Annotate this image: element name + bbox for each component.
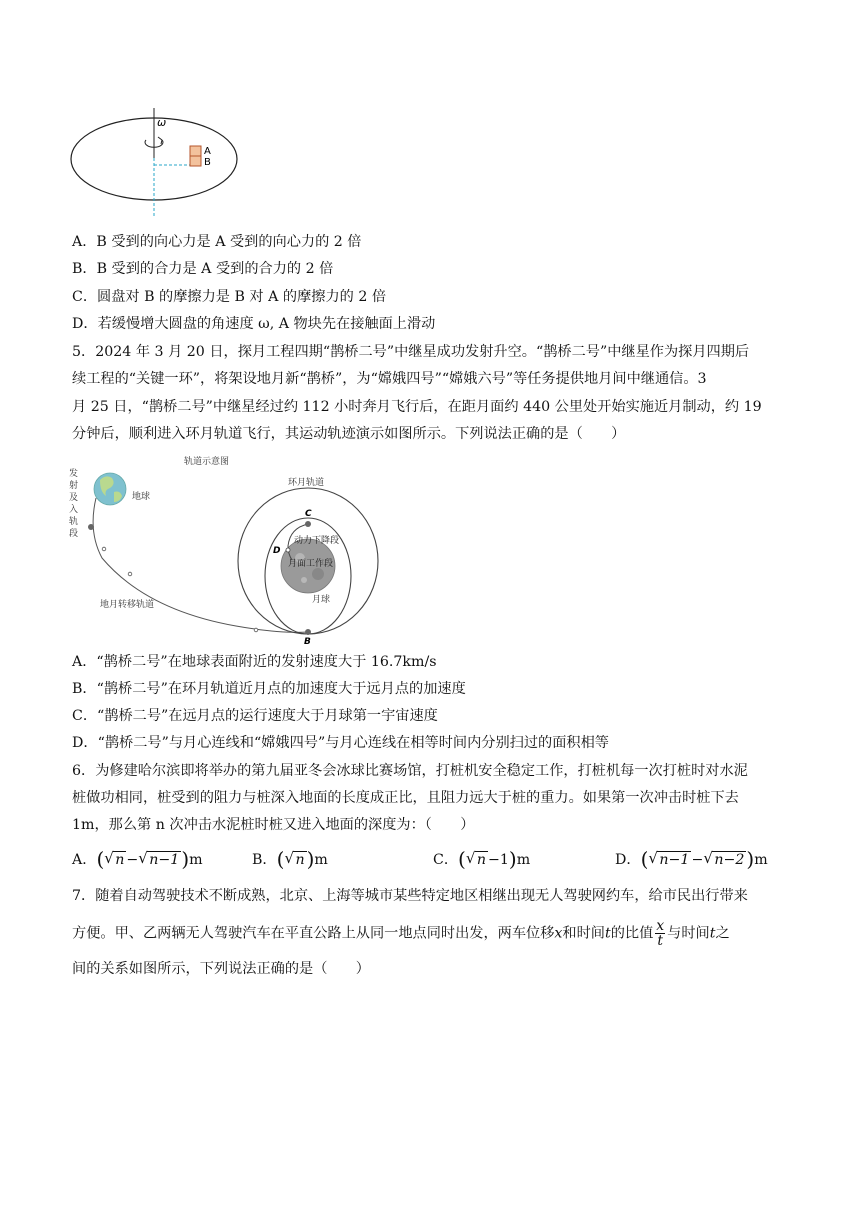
q5-stem-line-2: 续工程的“关键一环”，将架设地月新“鹊桥”，为“嫦娥四号”“嫦娥六号”等任务提供地月间中继通信。3 [72,371,707,387]
point-b-label: B [304,637,311,646]
rotating-disk-figure [66,102,246,218]
launch-phase-label [69,467,78,539]
q4-option-d: D．若缓慢增大圆盘的角速度 ω, A 物块先在接触面上滑动 [72,316,436,332]
q5-option-b: B．“鹊桥二号”在环月轨道近月点的加速度大于远月点的加速度 [72,681,466,697]
orbit-diagram [66,450,406,646]
transfer-orbit-label: 地月转移轨道 [100,600,155,610]
q6-option-d: D．( √ n−1 − √ n−2 )m [615,847,768,871]
q7-stem-line-2: 方便。甲、乙两辆无人驾驶汽车在平直公路上从同一地点同时出发，两车位移x和时间t的比值 $\frac{x}{t}$ 与时间t之 [72,918,730,949]
svg-text:发: 发 [69,469,79,479]
q4-option-b: B．B 受到的合力是 A 受到的合力的 2 倍 [72,261,334,277]
block-b [190,156,201,166]
point-d-marker [286,548,290,552]
surface-work-label: 月面工作段 [288,559,334,569]
point-b-marker [305,629,311,635]
svg-text:段: 段 [69,529,79,539]
orbit-diagram-title: 轨道示意图 [184,457,230,467]
q5-option-a: A．“鹊桥二号”在地球表面附近的发射速度大于 16.7km/s [72,654,437,670]
point-c-marker [305,521,311,527]
transfer-trajectory [93,498,308,632]
q6-option-b: B．( √ n )m [252,847,328,871]
q7-stem-line-3: 间的关系如图所示，下列说法正确的是（ ） [72,961,370,977]
earth-label: 地球 [132,492,151,502]
point-c-label: C [305,509,312,519]
q5-option-d: D．“鹊桥二号”与月心连线和“嫦娥四号”与月心连线在相等时间内分别扫过的面积相等 [72,735,609,751]
q6-option-c: C．( √ n −1)m [433,847,531,871]
q4-option-a: A．B 受到的向心力是 A 受到的向心力的 2 倍 [72,234,362,250]
svg-text:及: 及 [69,493,79,503]
block-b-label: B [204,157,211,168]
q5-option-c: C．“鹊桥二号”在远月点的运行速度大于月球第一宇宙速度 [72,708,438,724]
q6-stem-line-2: 桩做功相同，桩受到的阻力与桩深入地面的长度成正比，且阻力远大于桩的重力。如果第一次冲击时桩下去 [72,790,739,806]
svg-text:轨: 轨 [69,517,79,527]
q6-stem-line-1: 6．为修建哈尔滨即将举办的第九届亚冬会冰球比赛场馆，打桩机安全稳定工作，打桩机每一次打桩时对水泥 [72,763,748,779]
point-d-label: D [273,546,281,556]
powered-descent-label: 动力下降段 [294,536,340,546]
lunar-orbit-label: 环月轨道 [288,478,325,488]
moon-label: 月球 [312,595,331,605]
q5-stem-line-3: 月 25 日，“鹊桥二号”中继星经过约 112 小时奔月飞行后，在距月面约 440 公里处开始实施近月制动，约 19 [72,399,762,415]
block-a-label: A [204,146,211,157]
q7-stem-line-1: 7．随着自动驾驶技术不断成熟，北京、上海等城市某些特定地区相继出现无人驾驶网约车，给市民出行带来 [72,888,748,904]
svg-text:射: 射 [69,481,79,491]
q5-stem-line-1: 5．2024 年 3 月 20 日，探月工程四期“鹊桥二号”中继星成功发射升空。“鹊桥二号”中继星作为探月四期后 [72,344,750,360]
q4-option-c: C．圆盘对 B 的摩擦力是 B 对 A 的摩擦力的 2 倍 [72,289,387,305]
x-over-t-fraction: $\frac{x}{t}$ [656,918,665,949]
svg-text:入: 入 [69,505,79,515]
omega-label: ω [157,116,167,129]
q5-stem-line-4: 分钟后，顺利进入环月轨道飞行，其运动轨迹演示如图所示。下列说法正确的是（ ） [72,426,626,442]
q6-option-a: A．( √ n − √ n−1 )m [72,847,203,871]
block-a [190,146,201,156]
q6-stem-line-3: 1m，那么第 n 次冲击水泥桩时桩又进入地面的深度为：（ ） [72,817,475,833]
